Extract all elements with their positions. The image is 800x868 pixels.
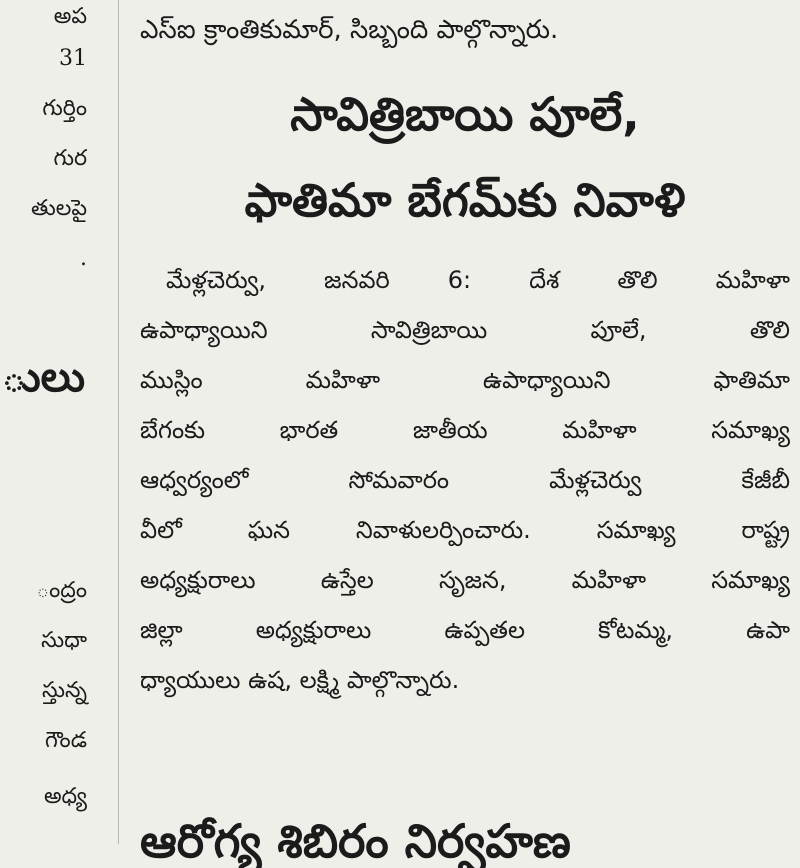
left-line: గౌండ	[44, 728, 87, 753]
article-body-line: ఆధ్వర్యంలో సోమవారం మేళ్లచెర్వు కేజీబీ	[140, 466, 790, 494]
next-headline-text: ఆరోగ్య శిబిరం నిర్వహణ	[140, 814, 571, 868]
article-body-line: బేగంకు భారత జాతీయ మహిళా సమాఖ్య	[140, 416, 790, 444]
left-line: అప	[53, 4, 87, 29]
article-body-line: జిల్లా అధ్యక్షురాలు ఉప్పతల కోటమ్మ, ఉపా	[140, 616, 790, 644]
left-line: తులపై	[31, 196, 87, 221]
article-body-line: వీలో ఘన నివాళులర్పించారు. సమాఖ్య రాష్ట్ర	[140, 516, 790, 544]
left-column-clipped	[0, 0, 95, 844]
left-line: అధ్య	[43, 784, 87, 809]
article-body-line: ఉపాధ్యాయిని సావిత్రిబాయి పూలే, తొలి	[140, 316, 790, 344]
left-line: గుర	[53, 146, 87, 171]
left-heading: ులు	[1, 352, 85, 401]
article-headline-line2: ఫాతిమా బేగమ్‌కు నివాళి	[244, 173, 686, 227]
article-body-line: మేళ్లచెర్వు, జనవరి 6: దేశ తొలి మహిళా	[166, 266, 790, 294]
left-line: .	[80, 246, 87, 271]
article-body-line: అధ్యక్షురాలు ఉస్తేల సృజన, మహిళా సమాఖ్య	[140, 566, 790, 594]
column-divider	[118, 0, 119, 844]
article-headline-line1: సావిత్రిబాయి పూలే,	[290, 87, 640, 141]
left-line: స్తున్న	[41, 678, 87, 703]
article-body	[140, 255, 790, 705]
main-article-column	[140, 0, 790, 868]
next-headline-clipped	[140, 814, 790, 868]
left-line: గుర్తిం	[42, 96, 87, 121]
article-body-line: ముస్లిం మహిళా ఉపాధ్యాయిని ఫాతిమా	[140, 366, 790, 394]
left-line: 31	[59, 46, 87, 71]
left-line: ంద్రం	[36, 578, 87, 603]
left-line: సుధా	[41, 628, 87, 653]
previous-article-tail: ఎస్ఐ క్రాంతికుమార్, సిబ్బంది పాల్గొన్నారు.	[140, 15, 559, 45]
article-body-line: ధ్యాయులు ఉష, లక్ష్మి పాల్గొన్నారు.	[140, 666, 460, 694]
